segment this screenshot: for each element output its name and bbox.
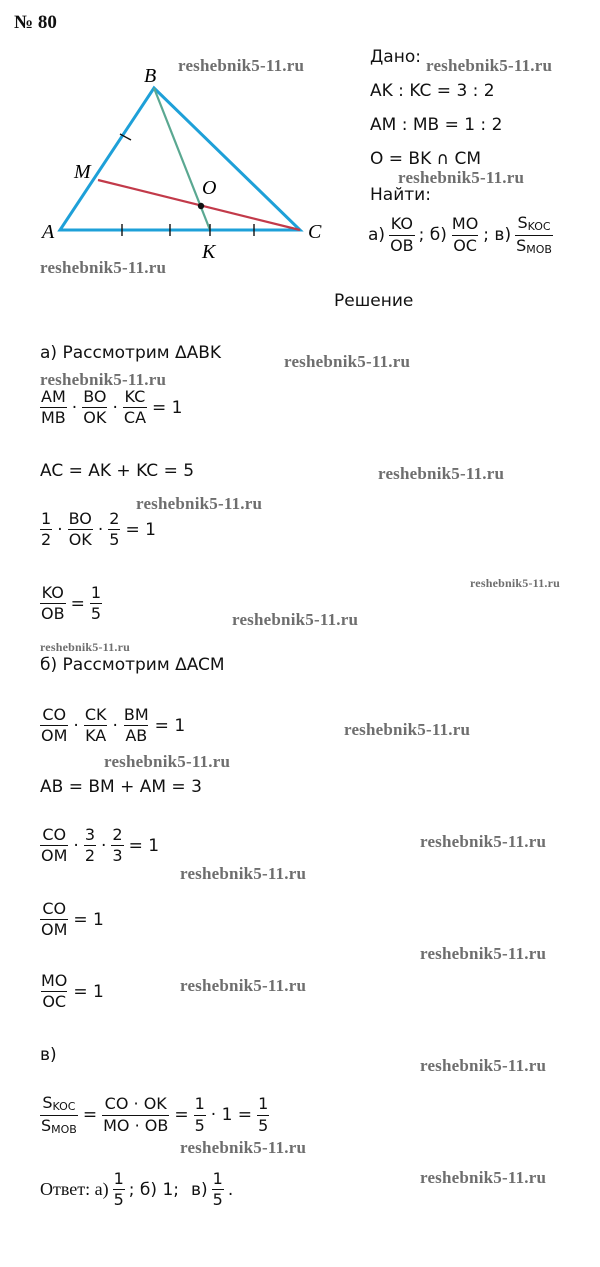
frac-num: 2 — [109, 509, 120, 528]
fraction-am-mb — [40, 388, 67, 428]
part-b-eq5 — [40, 972, 104, 1012]
watermark: reshebnik5-11.ru — [180, 976, 307, 995]
watermark: reshebnik5-11.ru — [40, 370, 167, 389]
fraction-ck-ka — [84, 706, 108, 746]
dot-operator: · — [57, 519, 63, 540]
s-symbol: S — [41, 1115, 52, 1135]
dot-operator: · — [97, 519, 104, 540]
frac-num: CK — [84, 705, 107, 724]
answer-end: . — [227, 1179, 234, 1200]
frac-den: OM — [41, 846, 68, 866]
frac-den: AB — [125, 726, 148, 746]
frac-den: CA — [123, 408, 147, 428]
frac-den: OB — [390, 235, 414, 255]
fraction-1-5 — [194, 1095, 206, 1135]
watermark: reshebnik5-11.ru — [136, 494, 263, 513]
frac-num: 1 — [113, 1169, 124, 1188]
frac-num: 1 — [258, 1094, 269, 1114]
triangle-abc — [60, 88, 300, 230]
watermark: reshebnik5-11.ru — [284, 352, 411, 371]
frac-den: 2 — [41, 530, 52, 550]
given-line-2: AM : MB = 1 : 2 — [370, 115, 503, 135]
frac-den: MO · OB — [103, 1115, 169, 1135]
part-a-heading: а) Рассмотрим ΔABK — [40, 343, 222, 363]
fraction-1-5 — [212, 1170, 224, 1210]
frac-den: MB — [41, 408, 66, 428]
eq-result: = 1 — [73, 909, 104, 930]
frac-den — [515, 235, 553, 257]
fraction-1-5 — [257, 1095, 269, 1135]
fraction-2-5 — [108, 510, 120, 550]
fraction-bm-ab — [123, 706, 150, 746]
fraction-1-5 — [113, 1170, 125, 1210]
answer-v-label: в) — [191, 1179, 208, 1200]
frac-num: MO — [451, 214, 479, 234]
watermark: reshebnik5-11.ru — [344, 720, 471, 739]
frac-num: 1 — [90, 583, 102, 602]
fraction-s-koc-s-mob — [515, 214, 553, 256]
frac-num — [516, 214, 551, 235]
watermark: reshebnik5-11.ru — [180, 864, 307, 883]
frac-den: OB — [41, 604, 65, 624]
frac-num: 1 — [212, 1169, 223, 1188]
subscript-mob: MOB — [51, 1122, 77, 1136]
frac-den: OM — [41, 920, 68, 940]
fraction-1-2 — [40, 510, 52, 550]
fraction-bo-ok — [82, 388, 107, 428]
frac-den: OK — [68, 530, 92, 550]
eq-result: = 1 — [128, 835, 160, 856]
eq-sign: = — [82, 1105, 98, 1126]
label-a: A — [42, 221, 55, 243]
fraction-co-om — [40, 706, 68, 746]
fraction-3-2 — [84, 826, 96, 866]
frac-den: KA — [85, 726, 107, 746]
fraction-coxok-moxob — [102, 1095, 169, 1135]
solution-heading: Решение — [334, 291, 414, 311]
s-symbol: S — [516, 235, 527, 255]
frac-den: 5 — [258, 1115, 269, 1135]
subscript-mob: MOB — [526, 242, 552, 256]
frac-den: 5 — [109, 530, 120, 550]
frac-num: AM — [41, 387, 66, 406]
frac-den: OK — [83, 408, 107, 428]
part-b-eq4 — [40, 900, 104, 940]
frac-num: KO — [390, 214, 413, 234]
fraction-2-3 — [111, 826, 123, 866]
watermark: reshebnik5-11.ru — [378, 464, 505, 483]
find-a-label: а) — [368, 225, 386, 246]
frac-den: OM — [41, 726, 68, 746]
watermark: reshebnik5-11.ru — [426, 56, 553, 75]
triangle-figure — [40, 60, 340, 270]
frac-num: BO — [83, 387, 107, 406]
frac-den: 2 — [84, 846, 95, 866]
label-b: B — [144, 65, 157, 87]
problem-number: № 80 — [14, 12, 57, 33]
part-a-eq4 — [40, 584, 102, 624]
frac-num: 1 — [194, 1094, 205, 1114]
frac-num — [41, 1094, 76, 1115]
fraction-mo-oc — [451, 215, 479, 255]
given-heading: Дано: — [370, 47, 421, 67]
dot-operator: · — [101, 835, 107, 856]
eq-sign: = — [174, 1105, 189, 1126]
find-b-label: ; б) — [418, 225, 447, 246]
eq-result: = 1 — [125, 519, 156, 540]
watermark: reshebnik5-11.ru — [40, 258, 167, 277]
frac-num: BM — [123, 705, 149, 724]
given-line-1: AK : KC = 3 : 2 — [370, 81, 495, 101]
answer-line — [40, 1170, 233, 1210]
answer-b: ; б) 1; — [128, 1179, 179, 1200]
frac-num: CO — [42, 705, 67, 724]
eq-result: = 1 — [154, 715, 186, 736]
part-a-eq1 — [40, 388, 182, 428]
times-one: · 1 = — [210, 1105, 253, 1126]
frac-den: OC — [42, 992, 67, 1012]
frac-num: MO — [41, 971, 68, 990]
fraction-s-koc-s-mob — [40, 1094, 78, 1136]
s-symbol: S — [517, 213, 528, 232]
part-b-eq1 — [40, 706, 185, 746]
label-m: M — [74, 161, 91, 183]
fraction-1-5 — [90, 584, 102, 624]
eq-result: = 1 — [73, 981, 104, 1002]
part-v-heading: в) — [40, 1045, 57, 1065]
watermark: reshebnik5-11.ru — [180, 1138, 307, 1157]
point-o — [198, 203, 204, 209]
dot-operator: · — [71, 397, 78, 418]
part-b-eq3 — [40, 826, 159, 866]
given-line-3: O = BK ∩ CM — [370, 149, 482, 169]
label-o: O — [202, 177, 217, 199]
frac-num: CO — [42, 825, 67, 844]
watermark: reshebnik5-11.ru — [470, 576, 560, 590]
frac-den: 5 — [113, 1190, 124, 1210]
s-symbol: S — [42, 1093, 53, 1112]
dot-operator: · — [73, 715, 79, 736]
frac-num: CO · OK — [104, 1094, 167, 1114]
frac-den — [40, 1115, 78, 1137]
label-k: K — [202, 241, 216, 263]
watermark: reshebnik5-11.ru — [398, 168, 525, 187]
fraction-co-om — [40, 826, 68, 866]
frac-num: 3 — [84, 825, 95, 844]
frac-num: KO — [41, 583, 64, 602]
find-heading: Найти: — [370, 185, 431, 205]
fraction-bo-ok — [68, 510, 93, 550]
watermark: reshebnik5-11.ru — [232, 610, 359, 629]
watermark: reshebnik5-11.ru — [420, 1056, 547, 1075]
frac-num: BO — [68, 509, 92, 528]
label-c: C — [308, 221, 322, 243]
answer-label: Ответ: а) — [40, 1179, 109, 1200]
watermark: reshebnik5-11.ru — [420, 1168, 547, 1187]
frac-num: KC — [124, 387, 146, 406]
fraction-mo-oc — [40, 972, 68, 1012]
dot-operator: · — [112, 715, 118, 736]
subscript-koc: KOC — [52, 1100, 76, 1113]
watermark: reshebnik5-11.ru — [420, 944, 547, 963]
eq-result: = 1 — [152, 397, 183, 418]
frac-num: CO — [42, 899, 67, 918]
fraction-co-om — [40, 900, 68, 940]
find-v-label: ; в) — [483, 225, 512, 246]
part-b-eq2: AB = BM + AM = 3 — [40, 777, 202, 797]
fraction-ko-ob — [40, 584, 66, 624]
watermark: reshebnik5-11.ru — [40, 640, 130, 654]
part-a-eq3 — [40, 510, 156, 550]
frac-num: 1 — [41, 509, 52, 528]
subscript-koc: KOC — [527, 220, 551, 233]
part-v-eq1 — [40, 1094, 269, 1136]
find-list — [368, 214, 553, 256]
dot-operator: · — [112, 397, 118, 418]
watermark: reshebnik5-11.ru — [420, 832, 547, 851]
part-a-eq2: AC = AK + KC = 5 — [40, 461, 195, 481]
watermark: reshebnik5-11.ru — [104, 752, 231, 771]
eq-sign: = — [70, 593, 85, 614]
frac-den: 3 — [112, 846, 123, 866]
watermark: reshebnik5-11.ru — [178, 56, 305, 75]
frac-den: OC — [453, 235, 477, 255]
fraction-kc-ca — [123, 388, 147, 428]
dot-operator: · — [73, 835, 79, 856]
frac-num: 2 — [112, 825, 123, 844]
frac-den: 5 — [212, 1190, 223, 1210]
fraction-ko-ob — [389, 215, 415, 255]
frac-den: 5 — [194, 1115, 205, 1135]
frac-den: 5 — [90, 604, 102, 624]
part-b-heading: б) Рассмотрим ΔACM — [40, 655, 225, 675]
